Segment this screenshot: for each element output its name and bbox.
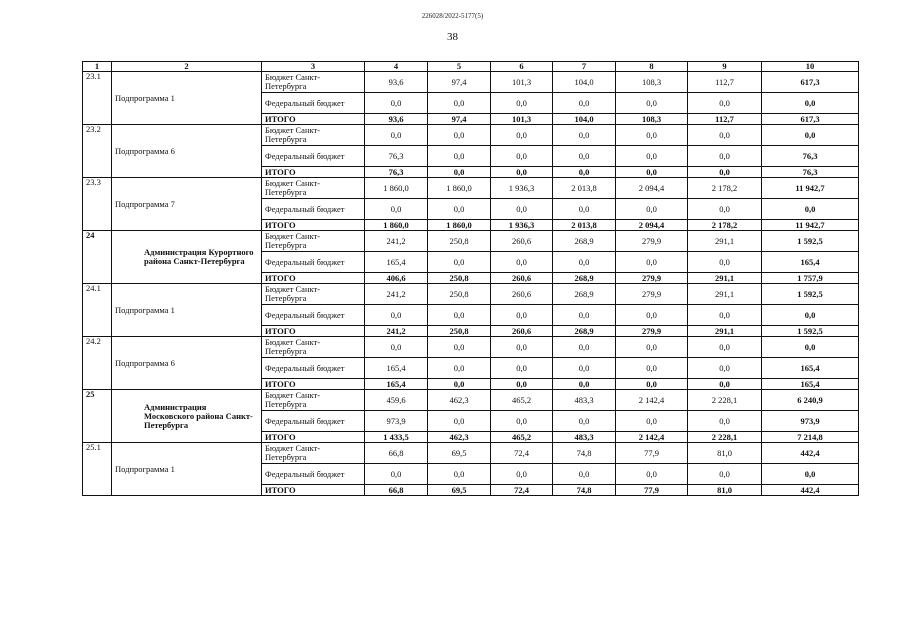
- value-cell: 0,0: [616, 464, 688, 485]
- value-cell: 268,9: [553, 326, 616, 337]
- value-cell: 0,0: [616, 252, 688, 273]
- table-row: [83, 72, 859, 93]
- value-cell: 0,0: [491, 358, 553, 379]
- row-total-cell: 0,0: [762, 464, 859, 485]
- column-header: 9: [688, 62, 762, 72]
- column-header: 6: [491, 62, 553, 72]
- row-total-cell: 0,0: [762, 125, 859, 146]
- funding-source-label: Федеральный бюджет: [262, 464, 365, 485]
- value-cell: 165,4: [365, 358, 428, 379]
- row-total-cell: 442,4: [762, 485, 859, 496]
- value-cell: 0,0: [553, 358, 616, 379]
- value-cell: 2 094,4: [616, 220, 688, 231]
- value-cell: 0,0: [428, 252, 491, 273]
- table-row: [83, 178, 859, 199]
- value-cell: 406,6: [365, 273, 428, 284]
- value-cell: 260,6: [491, 273, 553, 284]
- value-cell: 291,1: [688, 273, 762, 284]
- value-cell: 1 936,3: [491, 178, 553, 199]
- value-cell: 0,0: [553, 167, 616, 178]
- value-cell: 0,0: [616, 146, 688, 167]
- value-cell: 2 178,2: [688, 220, 762, 231]
- value-cell: 0,0: [553, 252, 616, 273]
- value-cell: 0,0: [491, 305, 553, 326]
- table-row: [83, 443, 859, 464]
- value-cell: 0,0: [428, 379, 491, 390]
- value-cell: 77,9: [616, 485, 688, 496]
- row-total-cell: 1 592,5: [762, 284, 859, 305]
- value-cell: 81,0: [688, 485, 762, 496]
- value-cell: 279,9: [616, 284, 688, 305]
- value-cell: 0,0: [365, 199, 428, 220]
- value-cell: 250,8: [428, 284, 491, 305]
- total-label: ИТОГО: [262, 220, 365, 231]
- subprogram-name: Подпрограмма 7: [112, 178, 262, 231]
- value-cell: 0,0: [688, 411, 762, 432]
- value-cell: 2 013,8: [553, 178, 616, 199]
- value-cell: 0,0: [428, 93, 491, 114]
- value-cell: 72,4: [491, 485, 553, 496]
- organization-name: Администрация Московского района Санкт-Петербурга: [112, 390, 262, 443]
- value-cell: 165,4: [365, 252, 428, 273]
- subprogram-name: Подпрограмма 1: [112, 284, 262, 337]
- value-cell: 0,0: [553, 305, 616, 326]
- value-cell: 0,0: [491, 464, 553, 485]
- funding-source-label: Федеральный бюджет: [262, 305, 365, 326]
- row-total-cell: 0,0: [762, 93, 859, 114]
- value-cell: 0,0: [688, 199, 762, 220]
- value-cell: 2 142,4: [616, 432, 688, 443]
- value-cell: 0,0: [428, 305, 491, 326]
- value-cell: 77,9: [616, 443, 688, 464]
- value-cell: 0,0: [428, 411, 491, 432]
- value-cell: 0,0: [688, 358, 762, 379]
- row-total-cell: 1 757,9: [762, 273, 859, 284]
- row-total-cell: 165,4: [762, 252, 859, 273]
- value-cell: 0,0: [553, 411, 616, 432]
- row-total-cell: 7 214,8: [762, 432, 859, 443]
- value-cell: 0,0: [688, 125, 762, 146]
- row-total-cell: 973,9: [762, 411, 859, 432]
- value-cell: 69,5: [428, 485, 491, 496]
- value-cell: 291,1: [688, 326, 762, 337]
- value-cell: 101,3: [491, 72, 553, 93]
- value-cell: 0,0: [491, 146, 553, 167]
- value-cell: 97,4: [428, 72, 491, 93]
- value-cell: 279,9: [616, 273, 688, 284]
- value-cell: 0,0: [365, 305, 428, 326]
- value-cell: 462,3: [428, 390, 491, 411]
- value-cell: 74,8: [553, 485, 616, 496]
- value-cell: 459,6: [365, 390, 428, 411]
- row-total-cell: 0,0: [762, 199, 859, 220]
- value-cell: 0,0: [616, 358, 688, 379]
- total-label: ИТОГО: [262, 167, 365, 178]
- value-cell: 241,2: [365, 284, 428, 305]
- value-cell: 0,0: [688, 167, 762, 178]
- funding-source-label: Бюджет Санкт-Петербурга: [262, 178, 365, 199]
- funding-source-label: Федеральный бюджет: [262, 358, 365, 379]
- page-number: 38: [447, 31, 458, 43]
- value-cell: 0,0: [688, 146, 762, 167]
- document-id: 226028/2022-5177(5): [421, 12, 484, 20]
- row-total-cell: 76,3: [762, 167, 859, 178]
- column-header: 10: [762, 62, 859, 72]
- column-header: 3: [262, 62, 365, 72]
- value-cell: 1 860,0: [365, 178, 428, 199]
- value-cell: 76,3: [365, 146, 428, 167]
- total-label: ИТОГО: [262, 326, 365, 337]
- value-cell: 104,0: [553, 114, 616, 125]
- value-cell: 0,0: [553, 125, 616, 146]
- value-cell: 2 013,8: [553, 220, 616, 231]
- value-cell: 0,0: [491, 93, 553, 114]
- value-cell: 250,8: [428, 231, 491, 252]
- row-index: 24.2: [83, 337, 112, 390]
- value-cell: 0,0: [688, 464, 762, 485]
- value-cell: 0,0: [491, 379, 553, 390]
- value-cell: 279,9: [616, 231, 688, 252]
- funding-source-label: Бюджет Санкт-Петербурга: [262, 284, 365, 305]
- value-cell: 268,9: [553, 284, 616, 305]
- value-cell: 0,0: [553, 379, 616, 390]
- funding-source-label: Федеральный бюджет: [262, 93, 365, 114]
- value-cell: 0,0: [491, 252, 553, 273]
- value-cell: 93,6: [365, 72, 428, 93]
- value-cell: 0,0: [491, 199, 553, 220]
- value-cell: 66,8: [365, 485, 428, 496]
- column-header: 1: [83, 62, 112, 72]
- value-cell: 0,0: [688, 305, 762, 326]
- row-index: 25.1: [83, 443, 112, 496]
- value-cell: 250,8: [428, 273, 491, 284]
- value-cell: 0,0: [491, 337, 553, 358]
- organization-name: Администрация Курортного района Санкт-Петербурга: [112, 231, 262, 284]
- column-header: 5: [428, 62, 491, 72]
- value-cell: 0,0: [553, 337, 616, 358]
- value-cell: 268,9: [553, 231, 616, 252]
- column-header: 4: [365, 62, 428, 72]
- value-cell: 0,0: [428, 358, 491, 379]
- budget-table: [82, 61, 859, 496]
- value-cell: 462,3: [428, 432, 491, 443]
- row-index: 24: [83, 231, 112, 284]
- subprogram-name: Подпрограмма 1: [112, 443, 262, 496]
- value-cell: 74,8: [553, 443, 616, 464]
- value-cell: 0,0: [553, 199, 616, 220]
- value-cell: 0,0: [428, 199, 491, 220]
- value-cell: 0,0: [365, 125, 428, 146]
- row-total-cell: 11 942,7: [762, 220, 859, 231]
- value-cell: 66,8: [365, 443, 428, 464]
- row-index: 23.3: [83, 178, 112, 231]
- value-cell: 1 433,5: [365, 432, 428, 443]
- value-cell: 2 228,1: [688, 432, 762, 443]
- value-cell: 0,0: [616, 379, 688, 390]
- value-cell: 93,6: [365, 114, 428, 125]
- funding-source-label: Бюджет Санкт-Петербурга: [262, 125, 365, 146]
- value-cell: 0,0: [365, 337, 428, 358]
- total-label: ИТОГО: [262, 273, 365, 284]
- value-cell: 0,0: [688, 337, 762, 358]
- value-cell: 72,4: [491, 443, 553, 464]
- value-cell: 81,0: [688, 443, 762, 464]
- value-cell: 0,0: [616, 305, 688, 326]
- value-cell: 1 936,3: [491, 220, 553, 231]
- column-header: 2: [112, 62, 262, 72]
- subprogram-name: Подпрограмма 1: [112, 72, 262, 125]
- value-cell: 101,3: [491, 114, 553, 125]
- subprogram-name: Подпрограмма 6: [112, 337, 262, 390]
- row-total-cell: 617,3: [762, 114, 859, 125]
- row-index: 23.1: [83, 72, 112, 125]
- row-index: 23.2: [83, 125, 112, 178]
- table-row: [83, 284, 859, 305]
- value-cell: 1 860,0: [428, 220, 491, 231]
- value-cell: 108,3: [616, 114, 688, 125]
- table-row: [83, 390, 859, 411]
- row-total-cell: 1 592,5: [762, 326, 859, 337]
- value-cell: 279,9: [616, 326, 688, 337]
- value-cell: 0,0: [616, 125, 688, 146]
- value-cell: 0,0: [688, 93, 762, 114]
- value-cell: 0,0: [428, 167, 491, 178]
- value-cell: 1 860,0: [428, 178, 491, 199]
- value-cell: 2 228,1: [688, 390, 762, 411]
- value-cell: 2 178,2: [688, 178, 762, 199]
- total-label: ИТОГО: [262, 432, 365, 443]
- value-cell: 108,3: [616, 72, 688, 93]
- value-cell: 76,3: [365, 167, 428, 178]
- value-cell: 0,0: [616, 93, 688, 114]
- value-cell: 291,1: [688, 231, 762, 252]
- total-label: ИТОГО: [262, 485, 365, 496]
- value-cell: 1 860,0: [365, 220, 428, 231]
- total-label: ИТОГО: [262, 114, 365, 125]
- row-total-cell: 0,0: [762, 337, 859, 358]
- column-header: 7: [553, 62, 616, 72]
- value-cell: 973,9: [365, 411, 428, 432]
- row-total-cell: 1 592,5: [762, 231, 859, 252]
- value-cell: 241,2: [365, 231, 428, 252]
- value-cell: 0,0: [688, 379, 762, 390]
- value-cell: 268,9: [553, 273, 616, 284]
- value-cell: 0,0: [428, 337, 491, 358]
- table-body: [83, 62, 859, 496]
- funding-source-label: Бюджет Санкт-Петербурга: [262, 72, 365, 93]
- value-cell: 0,0: [616, 411, 688, 432]
- value-cell: 0,0: [428, 464, 491, 485]
- value-cell: 112,7: [688, 114, 762, 125]
- value-cell: 2 094,4: [616, 178, 688, 199]
- value-cell: 0,0: [616, 337, 688, 358]
- row-total-cell: 165,4: [762, 358, 859, 379]
- value-cell: 97,4: [428, 114, 491, 125]
- value-cell: 69,5: [428, 443, 491, 464]
- row-index: 24.1: [83, 284, 112, 337]
- value-cell: 0,0: [365, 93, 428, 114]
- value-cell: 104,0: [553, 72, 616, 93]
- value-cell: 2 142,4: [616, 390, 688, 411]
- value-cell: 0,0: [428, 125, 491, 146]
- value-cell: 0,0: [428, 146, 491, 167]
- value-cell: 0,0: [616, 199, 688, 220]
- funding-source-label: Федеральный бюджет: [262, 199, 365, 220]
- value-cell: 0,0: [553, 464, 616, 485]
- funding-source-label: Бюджет Санкт-Петербурга: [262, 443, 365, 464]
- funding-source-label: Бюджет Санкт-Петербурга: [262, 390, 365, 411]
- value-cell: 260,6: [491, 326, 553, 337]
- funding-source-label: Бюджет Санкт-Петербурга: [262, 231, 365, 252]
- table-row: [83, 337, 859, 358]
- row-total-cell: 11 942,7: [762, 178, 859, 199]
- value-cell: 465,2: [491, 432, 553, 443]
- row-index: 25: [83, 390, 112, 443]
- row-total-cell: 76,3: [762, 146, 859, 167]
- value-cell: 483,3: [553, 390, 616, 411]
- column-header-row: [83, 62, 859, 72]
- value-cell: 112,7: [688, 72, 762, 93]
- value-cell: 0,0: [688, 252, 762, 273]
- value-cell: 483,3: [553, 432, 616, 443]
- value-cell: 0,0: [491, 167, 553, 178]
- value-cell: 291,1: [688, 284, 762, 305]
- table-row: [83, 125, 859, 146]
- row-total-cell: 0,0: [762, 305, 859, 326]
- row-total-cell: 165,4: [762, 379, 859, 390]
- value-cell: 0,0: [365, 464, 428, 485]
- row-total-cell: 617,3: [762, 72, 859, 93]
- column-header: 8: [616, 62, 688, 72]
- value-cell: 465,2: [491, 390, 553, 411]
- value-cell: 0,0: [616, 167, 688, 178]
- value-cell: 0,0: [491, 125, 553, 146]
- row-total-cell: 6 240,9: [762, 390, 859, 411]
- funding-source-label: Федеральный бюджет: [262, 252, 365, 273]
- subprogram-name: Подпрограмма 6: [112, 125, 262, 178]
- table-row: [83, 231, 859, 252]
- value-cell: 241,2: [365, 326, 428, 337]
- funding-source-label: Федеральный бюджет: [262, 411, 365, 432]
- value-cell: 260,6: [491, 231, 553, 252]
- row-total-cell: 442,4: [762, 443, 859, 464]
- value-cell: 250,8: [428, 326, 491, 337]
- value-cell: 0,0: [553, 93, 616, 114]
- funding-source-label: Бюджет Санкт-Петербурга: [262, 337, 365, 358]
- value-cell: 0,0: [553, 146, 616, 167]
- value-cell: 260,6: [491, 284, 553, 305]
- value-cell: 165,4: [365, 379, 428, 390]
- value-cell: 0,0: [491, 411, 553, 432]
- total-label: ИТОГО: [262, 379, 365, 390]
- funding-source-label: Федеральный бюджет: [262, 146, 365, 167]
